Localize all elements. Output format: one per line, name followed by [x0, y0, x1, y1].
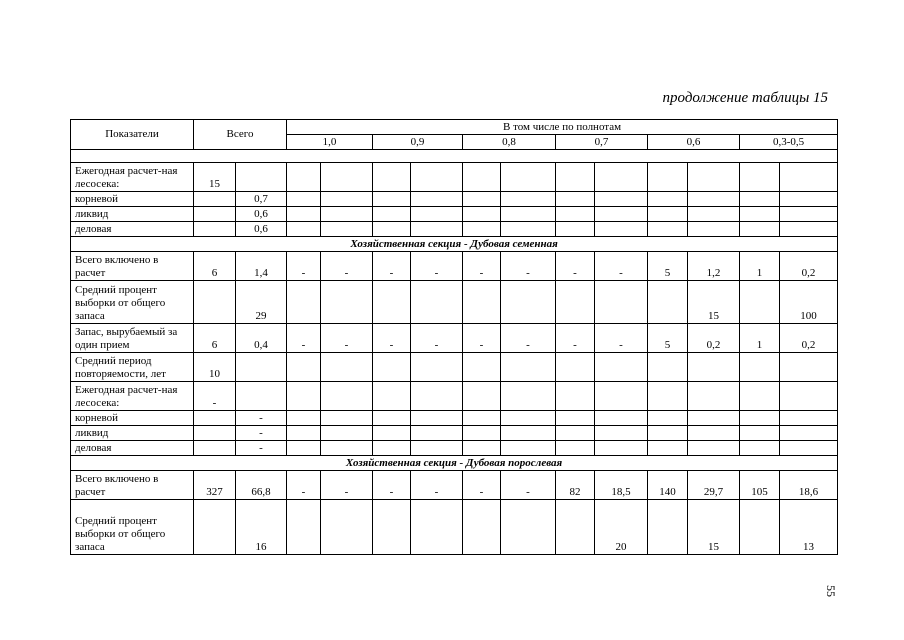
table-cell: [688, 411, 740, 426]
row-label: ликвид: [71, 207, 194, 222]
table-cell: -: [463, 324, 501, 353]
table-body: [71, 120, 838, 555]
table-cell: [501, 426, 556, 441]
table-cell: [648, 426, 688, 441]
table-cell: -: [373, 252, 411, 281]
table-cell: [287, 441, 321, 456]
table-cell: [740, 426, 780, 441]
table-cell: [373, 207, 411, 222]
table-cell: [287, 192, 321, 207]
table-cell: [287, 353, 321, 382]
table-cell: [595, 426, 648, 441]
table-cell: [688, 163, 740, 192]
table-row: [71, 163, 838, 192]
table-cell: [236, 382, 287, 411]
table-cell: 0,7: [236, 192, 287, 207]
table-row: [71, 207, 838, 222]
table-cell: [688, 222, 740, 237]
table-cell: [463, 382, 501, 411]
table-cell: 1: [740, 252, 780, 281]
table-cell: [236, 353, 287, 382]
table-cell: 13: [780, 500, 838, 555]
table-cell: [321, 411, 373, 426]
table-cell: -: [287, 324, 321, 353]
table-cell: [287, 163, 321, 192]
table-cell: [556, 441, 595, 456]
table-cell: [411, 441, 463, 456]
table-cell: [595, 192, 648, 207]
table-cell: [501, 500, 556, 555]
table-row: [71, 281, 838, 324]
page-number: 55: [824, 585, 838, 597]
table-cell: [194, 281, 236, 324]
table-cell: 0,2: [688, 324, 740, 353]
table-cell: [740, 411, 780, 426]
table-row: [71, 222, 838, 237]
table-cell: [463, 353, 501, 382]
table-cell: [236, 163, 287, 192]
table-cell: -: [373, 471, 411, 500]
table-cell: [501, 207, 556, 222]
table-cell: [595, 441, 648, 456]
table-cell: [501, 222, 556, 237]
table-cell: [373, 222, 411, 237]
table-cell: -: [411, 324, 463, 353]
table-cell: 0,2: [780, 252, 838, 281]
table-cell: [411, 500, 463, 555]
table-row: [71, 411, 838, 426]
table-cell: [688, 382, 740, 411]
row-label: Ежегодная расчет-ная лесосека:: [71, 382, 194, 411]
table-cell: [740, 281, 780, 324]
section-header-row: [71, 456, 838, 471]
table-cell: [287, 281, 321, 324]
table-cell: [501, 382, 556, 411]
table-cell: [595, 411, 648, 426]
table-cell: [194, 207, 236, 222]
table-cell: [648, 207, 688, 222]
table-cell: -: [321, 471, 373, 500]
table-cell: [373, 411, 411, 426]
table-cell: [556, 382, 595, 411]
table-cell: -: [236, 441, 287, 456]
table-cell: [501, 281, 556, 324]
header-including: В том числе по полнотам: [287, 120, 838, 135]
table-cell: [321, 222, 373, 237]
table-cell: 10: [194, 353, 236, 382]
table-cell: [780, 382, 838, 411]
table-cell: [740, 192, 780, 207]
table-cell: [463, 207, 501, 222]
table-cell: -: [236, 411, 287, 426]
table-cell: [287, 382, 321, 411]
table-cell: 140: [648, 471, 688, 500]
table-cell: [556, 411, 595, 426]
table-cell: -: [501, 471, 556, 500]
row-label: Средний период повторяемости, лет: [71, 353, 194, 382]
table-cell: [411, 353, 463, 382]
row-label: деловая: [71, 222, 194, 237]
table-cell: [780, 411, 838, 426]
table-cell: [287, 207, 321, 222]
density-col: 1,0: [287, 135, 373, 150]
table-cell: [740, 207, 780, 222]
table-cell: 29,7: [688, 471, 740, 500]
table-cell: [556, 192, 595, 207]
header-indicators: Показатели: [71, 120, 194, 150]
table-cell: [648, 222, 688, 237]
table-cell: [780, 192, 838, 207]
table-cell: -: [501, 252, 556, 281]
section-title: Хозяйственная секция - Дубовая семенная: [71, 237, 838, 252]
table-cell: [321, 382, 373, 411]
table-cell: 66,8: [236, 471, 287, 500]
table-cell: [321, 163, 373, 192]
table-cell: 0,6: [236, 207, 287, 222]
table-cell: [463, 411, 501, 426]
table-cell: [501, 441, 556, 456]
table-cell: 6: [194, 324, 236, 353]
table-cell: [688, 353, 740, 382]
table-row: [71, 426, 838, 441]
table-cell: -: [321, 324, 373, 353]
table-cell: [648, 192, 688, 207]
table-cell: [411, 426, 463, 441]
table-cell: [411, 163, 463, 192]
density-col: 0,9: [373, 135, 463, 150]
table-row: [71, 324, 838, 353]
table-cell: -: [463, 471, 501, 500]
table-cell: [556, 207, 595, 222]
spacer-row: [71, 150, 838, 163]
row-label: ликвид: [71, 426, 194, 441]
table-cell: [194, 441, 236, 456]
header-total: Всего: [194, 120, 287, 150]
table-cell: [501, 192, 556, 207]
table-cell: [648, 281, 688, 324]
table-cell: [595, 353, 648, 382]
table-cell: -: [556, 324, 595, 353]
table-cell: [740, 441, 780, 456]
table-cell: 1: [740, 324, 780, 353]
table-cell: 15: [688, 281, 740, 324]
row-label: деловая: [71, 441, 194, 456]
row-label: корневой: [71, 192, 194, 207]
table-cell: [463, 441, 501, 456]
table-row: [71, 192, 838, 207]
table-cell: 5: [648, 252, 688, 281]
table-cell: [194, 426, 236, 441]
table-cell: [287, 222, 321, 237]
table-cell: [463, 192, 501, 207]
table-cell: -: [411, 252, 463, 281]
row-label: Средний процент выборки от общего запаса: [71, 281, 194, 324]
table-cell: [688, 207, 740, 222]
density-col: 0,8: [463, 135, 556, 150]
table-cell: -: [501, 324, 556, 353]
density-col: 0,7: [556, 135, 648, 150]
table-cell: [373, 441, 411, 456]
table-cell: -: [463, 252, 501, 281]
table-cell: [780, 353, 838, 382]
row-label: Всего включено в расчет: [71, 471, 194, 500]
table-cell: [463, 163, 501, 192]
table-cell: [321, 426, 373, 441]
table-cell: 18,5: [595, 471, 648, 500]
row-label: Запас, вырубаемый за один прием: [71, 324, 194, 353]
table-cell: [287, 500, 321, 555]
table-cell: [373, 500, 411, 555]
table-cell: 105: [740, 471, 780, 500]
table-cell: [556, 163, 595, 192]
table-cell: [648, 163, 688, 192]
table-cell: [411, 281, 463, 324]
table-cell: [321, 281, 373, 324]
table-cell: [501, 353, 556, 382]
table-cell: [595, 207, 648, 222]
table-cell: [287, 411, 321, 426]
table-cell: [780, 441, 838, 456]
table-cell: [648, 353, 688, 382]
table-cell: [411, 222, 463, 237]
table-cell: 15: [688, 500, 740, 555]
table-cell: [194, 411, 236, 426]
table-cell: [740, 163, 780, 192]
table-row: [71, 471, 838, 500]
row-label: Всего включено в расчет: [71, 252, 194, 281]
table-cell: [740, 500, 780, 555]
table-cell: [373, 281, 411, 324]
table-cell: [501, 163, 556, 192]
section-header-row: [71, 237, 838, 252]
density-col: 0,6: [648, 135, 740, 150]
table-cell: [688, 192, 740, 207]
table-cell: [648, 500, 688, 555]
table-cell: [648, 441, 688, 456]
table-cell: [780, 163, 838, 192]
density-col: 0,3-0,5: [740, 135, 838, 150]
table-cell: 0,4: [236, 324, 287, 353]
table-cell: -: [411, 471, 463, 500]
table-cell: [194, 222, 236, 237]
table-cell: [740, 353, 780, 382]
table-cell: [740, 382, 780, 411]
table-cell: -: [373, 324, 411, 353]
table-cell: [194, 500, 236, 555]
row-label: корневой: [71, 411, 194, 426]
row-label: Ежегодная расчет-ная лесосека:: [71, 163, 194, 192]
table-cell: 18,6: [780, 471, 838, 500]
table-cell: [556, 426, 595, 441]
table-cell: -: [287, 471, 321, 500]
table-cell: 20: [595, 500, 648, 555]
table-cell: [321, 500, 373, 555]
table-row: [71, 382, 838, 411]
table-cell: -: [556, 252, 595, 281]
table-cell: 15: [194, 163, 236, 192]
table-row: [71, 353, 838, 382]
table-cell: [780, 207, 838, 222]
table-cell: [287, 426, 321, 441]
table-cell: [556, 500, 595, 555]
table-cell: [595, 163, 648, 192]
table-cell: [321, 353, 373, 382]
table-cell: [373, 192, 411, 207]
table-cell: 1,4: [236, 252, 287, 281]
table-cell: [321, 192, 373, 207]
table-cell: [688, 426, 740, 441]
header-row: [71, 120, 838, 135]
table-cell: [194, 192, 236, 207]
table-cell: [556, 353, 595, 382]
table-cell: [411, 382, 463, 411]
spacer-cell: [71, 150, 838, 163]
table-cell: [463, 500, 501, 555]
table-row: [71, 441, 838, 456]
table-cell: [463, 281, 501, 324]
table-cell: [595, 281, 648, 324]
table-cell: 29: [236, 281, 287, 324]
section-title: Хозяйственная секция - Дубовая порослевая: [71, 456, 838, 471]
table-cell: -: [321, 252, 373, 281]
table-cell: [780, 222, 838, 237]
table-caption: продолжение таблицы 15: [662, 90, 828, 106]
table-cell: [595, 382, 648, 411]
table-cell: 327: [194, 471, 236, 500]
table-cell: [556, 281, 595, 324]
table-cell: 0,6: [236, 222, 287, 237]
table-cell: [595, 222, 648, 237]
table-cell: [373, 382, 411, 411]
table-cell: 6: [194, 252, 236, 281]
table-cell: [780, 426, 838, 441]
table-cell: -: [595, 252, 648, 281]
table-row: [71, 252, 838, 281]
table-cell: -: [595, 324, 648, 353]
table-cell: [740, 222, 780, 237]
table-cell: [501, 411, 556, 426]
table-cell: [411, 207, 463, 222]
table-cell: [463, 426, 501, 441]
table-cell: [648, 411, 688, 426]
table-cell: [411, 411, 463, 426]
table-cell: 82: [556, 471, 595, 500]
table-cell: 5: [648, 324, 688, 353]
table-cell: 16: [236, 500, 287, 555]
table-cell: 100: [780, 281, 838, 324]
table-cell: 1,2: [688, 252, 740, 281]
data-table: [70, 119, 838, 555]
table-cell: [373, 353, 411, 382]
table-row: [71, 500, 838, 555]
table-cell: [556, 222, 595, 237]
table-cell: [321, 441, 373, 456]
table-cell: [648, 382, 688, 411]
table-cell: [463, 222, 501, 237]
table-cell: -: [194, 382, 236, 411]
table-cell: [411, 192, 463, 207]
table-cell: -: [236, 426, 287, 441]
row-label: Средний процент выборки от общего запаса: [71, 500, 194, 555]
table-cell: [373, 163, 411, 192]
table-cell: -: [287, 252, 321, 281]
table-cell: [688, 441, 740, 456]
table-cell: [373, 426, 411, 441]
table-cell: 0,2: [780, 324, 838, 353]
table-cell: [321, 207, 373, 222]
